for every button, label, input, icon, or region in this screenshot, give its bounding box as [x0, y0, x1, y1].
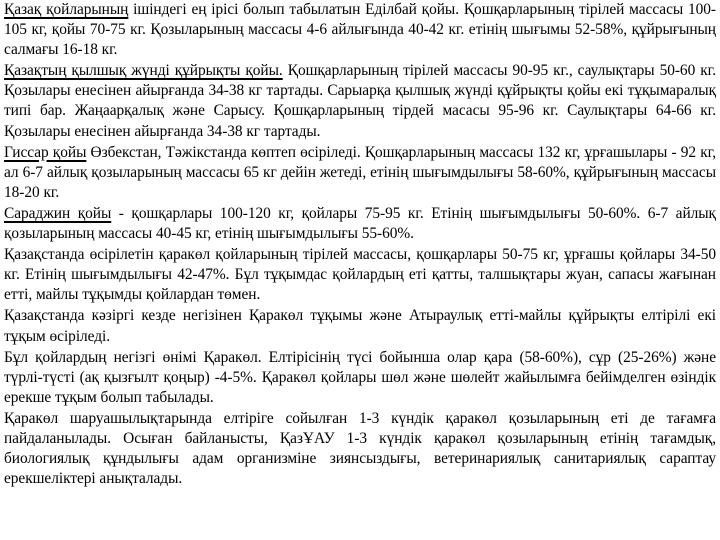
paragraph-karakul-mass — [4, 245, 716, 305]
paragraph-text: Өзбекстан, Тәжікстанда көптеп өсіріледі. Қошқарларының массасы 132 кг, ұрғашылары - 92 кг, ал 6-7 айлық қозыларының массасы 65 кг дейін жетеді, етінің шығымдылығы 58-60%, құйрығының массасы 18-20 кг. — [4, 143, 716, 201]
paragraph-text: - қошқарлары 100-120 кг, қойлары 75-95 кг. Етінің шығымдылығы 50-60%. 6-7 айлық қозыларының массасы 40-45 кг, етінің шығымдылығы 55-60%. — [4, 204, 716, 243]
paragraph-text: Бұл қойлардың негізгі өнімі Қаракөл. Елтірісінің түсі бойынша олар қара (58-60%), сұр (25-26%) және түрлі-түсті (ақ қызғылт қоңыр) -4-5%. Қаракөл қойлары шөл және шөлейт жайылымға бейімделген өзіндік ерекше тұқым болып табылады. — [4, 348, 716, 406]
paragraph-karakul-product — [4, 348, 716, 408]
paragraph-saradzhin — [4, 204, 716, 244]
breed-heading-gissar: Гиссар қойы — [4, 143, 87, 161]
paragraph-text: Қазақстанда кәзіргі кезде негізінен Қаракөл тұқымы және Атыраулық етті-майлы құйрықты елтірілі екі тұқым өсіріледі. — [4, 307, 716, 345]
paragraph-gissar — [4, 143, 716, 203]
paragraph-text: Қазақстанда өсірілетін қаракөл қойларының тірілей массасы, қошқарлары 50-75 кг, ұрғашы қойлары 34-50 кг. Етінің шығымдылығы 42-47%. Бұл тұқымдас қойлардың еті қатты, талшықтары жуан, сапасы жағынан етті, майлы тұқымды қойлардан төмен. — [4, 246, 716, 304]
paragraph-text: Қаракөл шаруашылықтарында елтіріге сойылған 1-3 күндік қаракөл қозыларының еті де тағамға пайдаланылады. Осыған байланысты, ҚазҰАУ 1-3 күндік қаракөл қозыларының етінің тағамдық, биологиялық құндылығы адам организміне зиянсыздығы, ветеринариялық санитариялық сараптау ерекшеліктері анықталады. — [4, 409, 716, 488]
paragraph-text: ішіндегі ең ірісі болып табылатын Еділбай қойы. Қошқарларының тірілей массасы 100-105 кг, қойы 70-75 кг. Қозыларының массасы 4-6 айлығында 40-42 кг. етінің шығымы 52-58%, құйрығының салмағы 16-18 кг. — [4, 1, 716, 59]
paragraph-kazakh-coarse-wool — [4, 61, 716, 141]
breed-heading-coarse-wool: Қазақтың қылшық жүнді құйрықты қойы. — [4, 62, 283, 80]
paragraph-edilbai — [4, 0, 716, 60]
breed-heading-kazakh-sheep: Қазақ қойларының — [4, 1, 129, 18]
paragraph-karakul-meat — [4, 409, 716, 489]
paragraph-text: Қошқарларының тірілей массасы 90-95 кг., саулықтары 50-60 кг. Қозылары енесінен айырғанда 34-38 кг тартады. Сарыарқа қылшық жүнді құйрықты қойы екі тұқымаралық типі бар. Жаңаарқалық және Сарысу. Қошқарларының тірдей масасы 95-96 кг. Саулықтары 64-66 кг. Қозылары енесінен айырғанда 34-38 кг тартады. — [4, 62, 716, 140]
paragraph-karakul-breeds — [4, 306, 716, 346]
breed-heading-saradzhin: Сараджин қойы — [4, 204, 112, 222]
